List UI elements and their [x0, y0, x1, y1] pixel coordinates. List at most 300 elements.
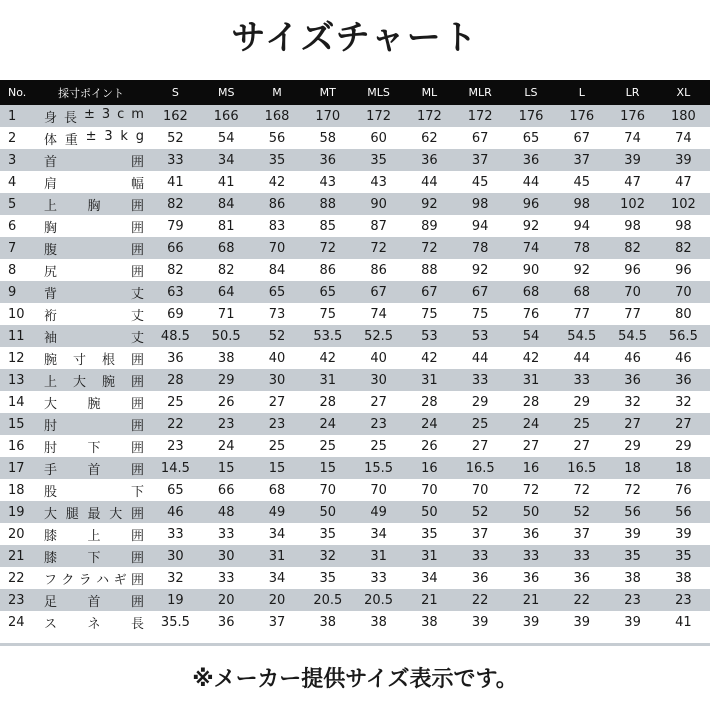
size-value-cell: 102: [670, 196, 696, 212]
row-number: 16: [8, 438, 25, 454]
page-title: サイズチャート: [231, 18, 479, 58]
size-value-cell: 41: [675, 614, 692, 630]
measure-point-label: 股 下: [44, 484, 144, 500]
size-value-cell: 30: [268, 372, 286, 388]
table-row: [0, 127, 710, 149]
measure-point-label: 身 長 ± 3 c m: [44, 106, 144, 126]
measure-point-label: 背 丈: [44, 286, 144, 302]
size-value-cell: 72: [573, 482, 591, 498]
header-size-xl: XL: [676, 86, 691, 99]
table-row: [0, 567, 710, 589]
size-value-cell: 35: [675, 548, 692, 564]
size-value-cell: 70: [471, 482, 489, 498]
size-value-cell: 40: [268, 350, 286, 366]
size-value-cell: 176: [620, 108, 645, 124]
measure-point-label: 胸 囲: [44, 220, 144, 236]
size-value-cell: 31: [319, 372, 337, 388]
size-value-cell: 72: [319, 240, 337, 256]
size-value-cell: 52: [573, 504, 591, 520]
size-value-cell: 36: [573, 570, 591, 586]
size-value-cell: 53: [421, 328, 438, 344]
row-number: 21: [8, 548, 25, 564]
size-value-cell: 16: [421, 460, 438, 476]
size-value-cell: 42: [319, 350, 337, 366]
size-value-cell: 52: [167, 130, 184, 146]
size-value-cell: 94: [573, 218, 591, 234]
row-number: 18: [8, 482, 25, 498]
size-value-cell: 36: [319, 152, 337, 168]
size-value-cell: 19: [167, 592, 184, 608]
size-value-cell: 20.5: [313, 592, 343, 608]
size-value-cell: 49: [370, 504, 387, 520]
size-value-cell: 63: [167, 284, 184, 300]
size-value-cell: 75: [319, 306, 337, 322]
size-value-cell: 75: [421, 306, 438, 322]
size-value-cell: 23: [624, 592, 641, 608]
size-value-cell: 28: [167, 372, 184, 388]
table-row: [0, 611, 710, 633]
size-value-cell: 54.5: [618, 328, 648, 344]
size-value-cell: 29: [624, 438, 641, 454]
measure-point-label: 袖 丈: [44, 330, 144, 346]
size-value-cell: 92: [471, 262, 489, 278]
row-number: 8: [8, 262, 17, 278]
table-row: [0, 369, 710, 391]
size-value-cell: 15: [217, 460, 235, 476]
size-value-cell: 36: [624, 372, 641, 388]
size-value-cell: 90: [522, 262, 540, 278]
size-value-cell: 81: [217, 218, 235, 234]
row-number: 13: [8, 372, 25, 388]
size-value-cell: 78: [471, 240, 489, 256]
row-number: 22: [8, 570, 25, 586]
size-value-cell: 46: [167, 504, 184, 520]
size-value-cell: 38: [675, 570, 692, 586]
header-size-ms: MS: [217, 86, 235, 99]
header-size-mlr: MLR: [468, 86, 492, 99]
measure-point-label: 大 腿 最 大 囲: [44, 506, 144, 522]
size-value-cell: 68: [268, 482, 286, 498]
size-value-cell: 84: [268, 262, 286, 278]
size-value-cell: 86: [319, 262, 337, 278]
size-value-cell: 39: [675, 152, 692, 168]
size-value-cell: 25: [573, 416, 591, 432]
size-value-cell: 58: [319, 130, 337, 146]
header-measure-point: 採寸ポイント: [58, 86, 124, 100]
size-value-cell: 82: [217, 262, 235, 278]
size-value-cell: 92: [573, 262, 591, 278]
size-value-cell: 52: [471, 504, 489, 520]
row-number: 23: [8, 592, 25, 608]
size-value-cell: 35: [370, 152, 387, 168]
measure-point-label: 膝 上 囲: [44, 528, 144, 544]
measure-point-label: 大 腕 囲: [44, 396, 144, 412]
size-value-cell: 96: [624, 262, 641, 278]
table-row: [0, 171, 710, 193]
size-value-cell: 33: [573, 372, 591, 388]
size-value-cell: 65: [167, 482, 184, 498]
size-value-cell: 43: [370, 174, 387, 190]
size-value-cell: 50: [319, 504, 337, 520]
header-size-s: S: [171, 86, 179, 99]
size-value-cell: 15: [319, 460, 337, 476]
size-value-cell: 31: [522, 372, 540, 388]
size-value-cell: 86: [370, 262, 387, 278]
size-value-cell: 44: [471, 350, 489, 366]
size-value-cell: 176: [569, 108, 595, 124]
size-value-cell: 180: [670, 108, 696, 124]
size-value-cell: 66: [217, 482, 235, 498]
size-value-cell: 38: [319, 614, 337, 630]
size-value-cell: 23: [167, 438, 184, 454]
size-value-cell: 76: [675, 482, 692, 498]
size-value-cell: 37: [471, 152, 489, 168]
size-value-cell: 36: [167, 350, 184, 366]
size-value-cell: 53.5: [313, 328, 343, 344]
size-value-cell: 52: [268, 328, 286, 344]
size-value-cell: 65: [522, 130, 540, 146]
size-value-cell: 32: [167, 570, 184, 586]
size-value-cell: 65: [319, 284, 337, 300]
row-number: 12: [8, 350, 25, 366]
size-value-cell: 98: [675, 218, 692, 234]
size-value-cell: 66: [167, 240, 184, 256]
size-value-cell: 35: [624, 548, 641, 564]
size-value-cell: 67: [471, 284, 489, 300]
size-value-cell: 23: [268, 416, 286, 432]
table-row: [0, 501, 710, 523]
size-value-cell: 18: [675, 460, 692, 476]
size-value-cell: 36: [217, 614, 235, 630]
size-value-cell: 38: [217, 350, 235, 366]
size-value-cell: 94: [471, 218, 489, 234]
size-value-cell: 34: [370, 526, 387, 542]
size-value-cell: 36: [675, 372, 692, 388]
size-value-cell: 42: [268, 174, 286, 190]
size-value-cell: 46: [624, 350, 641, 366]
size-value-cell: 48: [217, 504, 235, 520]
size-value-cell: 36: [522, 570, 540, 586]
size-value-cell: 74: [370, 306, 387, 322]
size-value-cell: 37: [573, 152, 591, 168]
table-row: [0, 413, 710, 435]
table-row: [0, 457, 710, 479]
size-value-cell: 53: [471, 328, 489, 344]
size-value-cell: 54.5: [567, 328, 597, 344]
size-value-cell: 86: [268, 196, 286, 212]
header-size-ls: LS: [524, 86, 538, 99]
table-row: [0, 149, 710, 171]
size-value-cell: 29: [675, 438, 692, 454]
table-row: [0, 435, 710, 457]
size-value-cell: 70: [421, 482, 438, 498]
size-value-cell: 27: [268, 394, 286, 410]
size-value-cell: 72: [522, 482, 540, 498]
size-value-cell: 47: [675, 174, 692, 190]
size-value-cell: 37: [268, 614, 286, 630]
size-value-cell: 33: [471, 548, 489, 564]
measure-point-label: 手 首 囲: [44, 462, 144, 478]
measure-point-label: 肘 下 囲: [44, 440, 144, 456]
size-value-cell: 98: [624, 218, 641, 234]
row-number: 14: [8, 394, 25, 410]
size-value-cell: 27: [471, 438, 489, 454]
size-value-cell: 31: [421, 548, 438, 564]
size-value-cell: 33: [573, 548, 591, 564]
measure-point-label: 肘 囲: [44, 418, 144, 434]
size-value-cell: 27: [624, 416, 641, 432]
size-value-cell: 31: [370, 548, 387, 564]
size-value-cell: 20.5: [364, 592, 394, 608]
size-value-cell: 162: [162, 108, 188, 124]
measure-point-label: フ ク ラ ハ ギ 囲: [44, 572, 144, 588]
size-value-cell: 49: [268, 504, 286, 520]
row-number: 11: [8, 328, 25, 344]
size-value-cell: 68: [217, 240, 235, 256]
size-value-cell: 67: [370, 284, 387, 300]
size-value-cell: 22: [573, 592, 591, 608]
size-value-cell: 98: [471, 196, 489, 212]
row-number: 19: [8, 504, 25, 520]
size-value-cell: 44: [522, 174, 540, 190]
table-row: [0, 545, 710, 567]
size-value-cell: 24: [522, 416, 540, 432]
size-value-cell: 74: [624, 130, 641, 146]
size-value-cell: 32: [675, 394, 692, 410]
size-value-cell: 29: [471, 394, 489, 410]
size-value-cell: 28: [319, 394, 337, 410]
size-value-cell: 54: [522, 328, 540, 344]
header-size-lr: LR: [625, 86, 640, 99]
size-value-cell: 29: [217, 372, 235, 388]
size-value-cell: 23: [217, 416, 235, 432]
size-value-cell: 92: [522, 218, 540, 234]
size-value-cell: 82: [167, 262, 184, 278]
size-value-cell: 39: [522, 614, 540, 630]
size-value-cell: 30: [370, 372, 387, 388]
size-value-cell: 23: [370, 416, 387, 432]
table-row: [0, 347, 710, 369]
row-number: 7: [8, 240, 17, 256]
size-value-cell: 38: [624, 570, 641, 586]
size-value-cell: 33: [471, 372, 489, 388]
size-value-cell: 79: [167, 218, 184, 234]
size-value-cell: 77: [624, 306, 641, 322]
size-value-cell: 33: [217, 526, 235, 542]
size-value-cell: 102: [620, 196, 645, 212]
size-value-cell: 70: [319, 482, 337, 498]
measure-point-label: 肩 幅: [44, 176, 144, 192]
table-bottom-divider: [0, 643, 710, 646]
header-size-mls: MLS: [367, 86, 390, 99]
size-value-cell: 82: [167, 196, 184, 212]
manufacturer-note: ※メーカー提供サイズ表示です。: [192, 667, 518, 692]
row-number: 24: [8, 614, 25, 630]
size-value-cell: 16.5: [465, 460, 495, 476]
measure-point-label: 体 重 ± 3 k g: [44, 128, 144, 148]
size-value-cell: 40: [370, 350, 387, 366]
size-value-cell: 33: [167, 152, 184, 168]
size-value-cell: 41: [217, 174, 235, 190]
measure-point-label: 腕 寸 根 囲: [44, 352, 144, 368]
size-value-cell: 88: [421, 262, 438, 278]
size-value-cell: 39: [624, 614, 641, 630]
size-value-cell: 21: [522, 592, 540, 608]
table-row: [0, 259, 710, 281]
size-value-cell: 176: [518, 108, 544, 124]
size-value-cell: 35: [268, 152, 286, 168]
table-row: [0, 237, 710, 259]
size-value-cell: 16: [522, 460, 540, 476]
size-value-cell: 32: [624, 394, 641, 410]
size-value-cell: 83: [268, 218, 286, 234]
size-value-cell: 42: [421, 350, 438, 366]
size-value-cell: 172: [366, 108, 391, 124]
measure-point-label: 足 首 囲: [44, 594, 144, 610]
size-value-cell: 64: [217, 284, 235, 300]
size-value-cell: 56: [675, 504, 692, 520]
row-number: 15: [8, 416, 25, 432]
size-value-cell: 31: [421, 372, 438, 388]
table-row: [0, 105, 710, 127]
measure-point-label: 上 大 腕 囲: [44, 374, 144, 390]
size-value-cell: 172: [416, 108, 442, 124]
size-value-cell: 30: [217, 548, 235, 564]
size-value-cell: 34: [217, 152, 235, 168]
size-value-cell: 72: [370, 240, 387, 256]
measure-point-label: 尻 囲: [44, 264, 144, 280]
size-value-cell: 70: [370, 482, 387, 498]
size-value-cell: 25: [319, 438, 337, 454]
size-value-cell: 24: [319, 416, 337, 432]
size-value-cell: 170: [315, 108, 341, 124]
size-value-cell: 25: [167, 394, 184, 410]
size-value-cell: 33: [217, 570, 235, 586]
size-value-cell: 39: [624, 152, 641, 168]
size-value-cell: 28: [421, 394, 438, 410]
size-value-cell: 36: [471, 570, 489, 586]
measure-point-label: 腹 囲: [44, 242, 144, 258]
size-value-cell: 15: [268, 460, 286, 476]
size-value-cell: 27: [522, 438, 540, 454]
size-value-cell: 20: [217, 592, 235, 608]
size-value-cell: 28: [522, 394, 540, 410]
size-value-cell: 33: [522, 548, 540, 564]
size-value-cell: 37: [573, 526, 591, 542]
size-value-cell: 45: [471, 174, 489, 190]
size-value-cell: 26: [217, 394, 235, 410]
size-value-cell: 70: [675, 284, 692, 300]
size-value-cell: 82: [675, 240, 692, 256]
size-value-cell: 76: [522, 306, 540, 322]
size-value-cell: 75: [471, 306, 489, 322]
row-number: 10: [8, 306, 25, 322]
size-value-cell: 72: [421, 240, 438, 256]
measure-point-label: 上 胸 囲: [44, 198, 144, 214]
table-row: [0, 193, 710, 215]
table-row: [0, 215, 710, 237]
size-value-cell: 90: [370, 196, 387, 212]
size-value-cell: 36: [421, 152, 438, 168]
size-value-cell: 77: [573, 306, 591, 322]
size-value-cell: 62: [421, 130, 438, 146]
size-value-cell: 25: [471, 416, 489, 432]
size-value-cell: 74: [675, 130, 692, 146]
table-row: [0, 325, 710, 347]
size-value-cell: 73: [268, 306, 286, 322]
size-value-cell: 85: [319, 218, 337, 234]
size-value-cell: 22: [167, 416, 184, 432]
size-value-cell: 166: [213, 108, 239, 124]
row-number: 17: [8, 460, 25, 476]
measure-point-label: ス ネ 長: [44, 616, 144, 632]
size-value-cell: 29: [573, 394, 591, 410]
size-value-cell: 70: [268, 240, 286, 256]
table-row: [0, 589, 710, 611]
table-row: [0, 281, 710, 303]
size-value-cell: 87: [370, 218, 387, 234]
size-value-cell: 39: [675, 526, 692, 542]
size-value-cell: 16.5: [567, 460, 597, 476]
row-number: 2: [8, 130, 17, 146]
size-value-cell: 26: [421, 438, 438, 454]
size-value-cell: 33: [370, 570, 387, 586]
size-value-cell: 22: [471, 592, 489, 608]
size-value-cell: 14.5: [160, 460, 190, 476]
size-value-cell: 67: [421, 284, 438, 300]
size-value-cell: 84: [217, 196, 235, 212]
size-value-cell: 44: [421, 174, 438, 190]
row-number: 5: [8, 196, 17, 212]
size-value-cell: 52.5: [364, 328, 394, 344]
size-value-cell: 54: [217, 130, 235, 146]
size-value-cell: 88: [319, 196, 337, 212]
table-row: [0, 391, 710, 413]
size-value-cell: 65: [268, 284, 286, 300]
size-value-cell: 37: [471, 526, 489, 542]
size-value-cell: 50: [522, 504, 540, 520]
measure-point-label: 裄 丈: [44, 308, 144, 324]
size-chart-table: [0, 80, 710, 633]
size-value-cell: 72: [624, 482, 641, 498]
size-value-cell: 35: [319, 570, 337, 586]
size-value-cell: 38: [370, 614, 387, 630]
table-row: [0, 303, 710, 325]
header-size-m: M: [272, 86, 282, 99]
size-value-cell: 32: [319, 548, 337, 564]
size-value-cell: 33: [167, 526, 184, 542]
row-number: 4: [8, 174, 17, 190]
header-size-ml: ML: [421, 86, 438, 99]
size-value-cell: 56: [268, 130, 286, 146]
size-value-cell: 21: [421, 592, 438, 608]
row-number: 9: [8, 284, 17, 300]
size-value-cell: 60: [370, 130, 387, 146]
size-value-cell: 56.5: [668, 328, 698, 344]
size-value-cell: 24: [217, 438, 235, 454]
size-value-cell: 44: [573, 350, 591, 366]
size-value-cell: 27: [675, 416, 692, 432]
size-value-cell: 42: [522, 350, 540, 366]
size-value-cell: 18: [624, 460, 641, 476]
row-number: 3: [8, 152, 17, 168]
row-number: 1: [8, 108, 17, 124]
size-value-cell: 96: [522, 196, 540, 212]
header-size-mt: MT: [319, 86, 336, 99]
size-value-cell: 67: [471, 130, 489, 146]
row-number: 6: [8, 218, 17, 234]
size-value-cell: 39: [573, 614, 591, 630]
